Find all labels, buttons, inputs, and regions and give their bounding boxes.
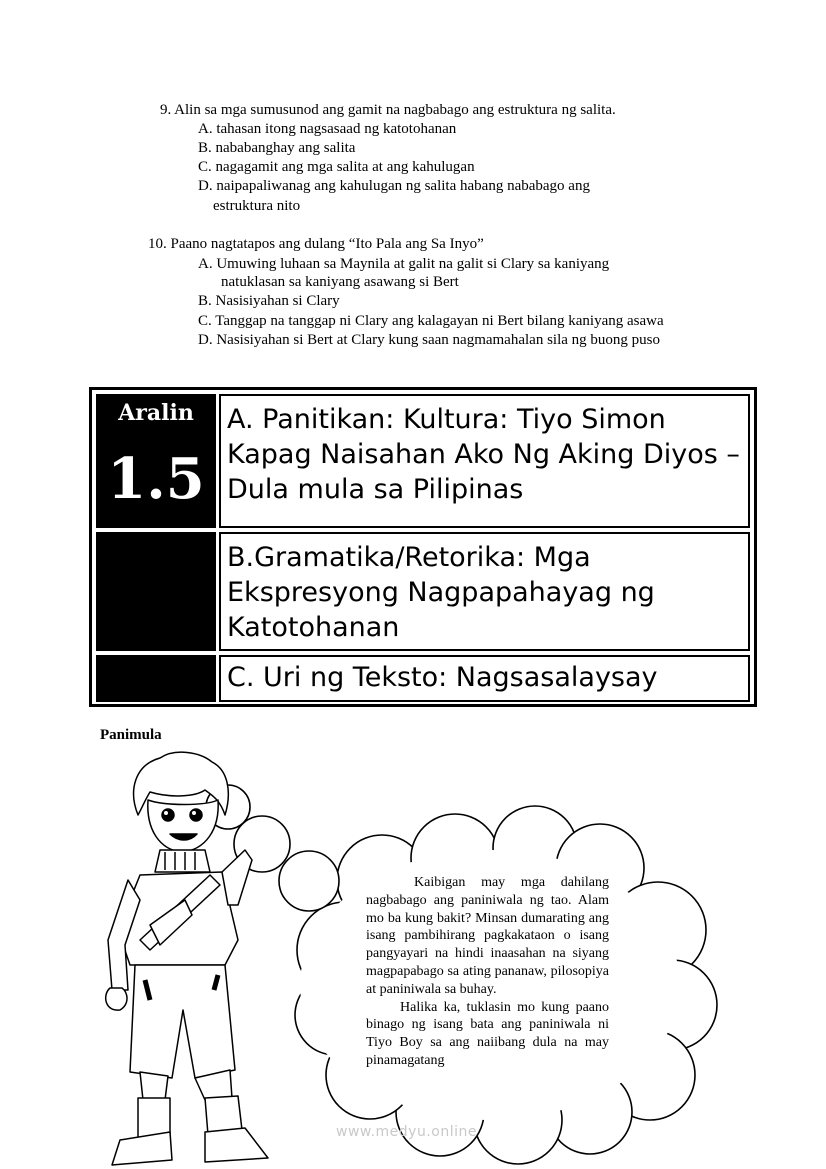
q9-option-c: C. nagagamit ang mga salita at ang kahulugan (198, 159, 475, 175)
lesson-label: Aralin (118, 400, 194, 426)
q9-option-d-continued: estruktura nito (213, 198, 301, 214)
lesson-topic-a: A. Panitikan: Kultura: Tiyo Simon Kapag Naisahan Ako Ng Aking Diyos – Dula mula sa Pilipinas (219, 394, 750, 528)
question-10: 10. Paano nagtatapos ang dulang “Ito Pala ang Sa Inyo” (148, 236, 484, 252)
q9-option-b: B. nababanghay ang salita (198, 140, 356, 156)
lesson-topic-b: B.Gramatika/Retorika: Mga Ekspresyong Nagpapahayag ng Katotohanan (219, 532, 750, 651)
question-9: 9. Alin sa mga sumusunod ang gamit na nagbabago ang estruktura ng salita. (160, 102, 616, 118)
q10-option-a: A. Umuwing luhaan sa Maynila at galit na galit si Clary sa kaniyang (198, 256, 610, 272)
q10-option-b: B. Nasisiyahan si Clary (198, 293, 340, 309)
q10-option-c: C. Tanggap na tanggap ni Clary ang kalagayan ni Bert bilang kaniyang asawa (198, 313, 664, 329)
lesson-number: 1.5 (107, 446, 205, 512)
q9-option-d: D. naipapaliwanag ang kahulugan ng salita habang nababago ang (198, 178, 590, 194)
watermark: www.medyu.online (336, 1124, 477, 1140)
lesson-topic-c: C. Uri ng Teksto: Nagsasalaysay (219, 655, 750, 702)
bubble-paragraph-2: Halika ka, tuklasin mo kung paano binago ng isang bata ang paniniwala ni Tiyo Boy sa ang naiibang dula na may pinamagatang (366, 999, 609, 1068)
speech-bubble-text (366, 874, 609, 1070)
q10-option-d: D. Nasisiyahan si Bert at Clary kung saan nagmamahalan sila ng buong puso (198, 332, 660, 348)
q10-option-a-continued: natuklasan sa kaniyang asawang si Bert (221, 274, 459, 290)
section-heading-panimula: Panimula (100, 727, 162, 743)
q9-option-a: A. tahasan itong nagsasaad ng katotohanan (198, 121, 457, 137)
bubble-paragraph-1: Kaibigan may mga dahilang nagbabago ang paniniwala ng tao. Alam mo ba kung bakit? Minsan dumarating ang isang pambihirang pagkakataon o isang pangyayari na hindi inaasahan na siyang magpapabago sa ating pananaw, pilosopiya at paniniwala sa buhay. (366, 875, 609, 997)
